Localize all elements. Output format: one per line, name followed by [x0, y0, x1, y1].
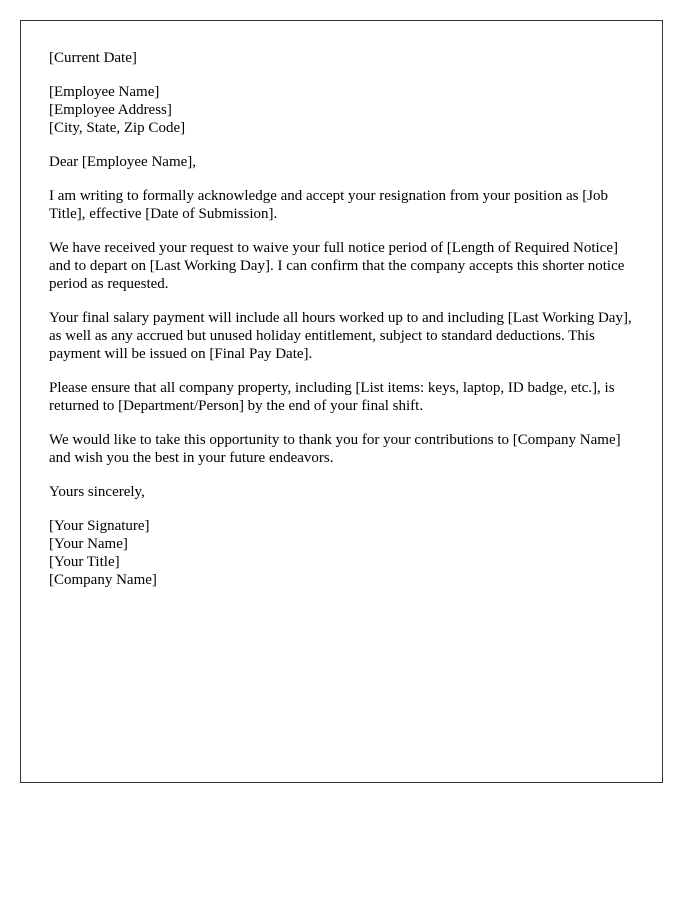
sender-name: [Your Name]	[49, 536, 128, 552]
closing: Yours sincerely,	[49, 484, 145, 500]
recipient-city: [City, State, Zip Code]	[49, 120, 186, 136]
signature: [Your Signature]	[49, 518, 150, 534]
recipient-block	[49, 83, 634, 137]
signature-block	[49, 517, 634, 589]
sender-company: [Company Name]	[49, 572, 157, 588]
salutation: Dear [Employee Name],	[49, 154, 197, 170]
body-paragraph-notice: We have received your request to waive your full notice period of [Length of Required Notice] and to depart on [Last Working Day]. I can confirm that the company accepts this shorter notice period as requested.	[49, 240, 625, 292]
letter-document	[20, 20, 663, 783]
body-paragraph-property: Please ensure that all company property, including [List items: keys, laptop, ID badge, etc.], is returned to [Department/Person] by the end of your final shift.	[49, 380, 615, 414]
body-paragraph-acceptance: I am writing to formally acknowledge and accept your resignation from your position as [Job Title], effective [Date of Submission].	[49, 188, 609, 222]
letter-date: [Current Date]	[49, 50, 137, 66]
body-paragraph-thanks: We would like to take this opportunity to thank you for your contributions to [Company Name] and wish you the best in your future endeavors.	[49, 432, 621, 466]
recipient-address: [Employee Address]	[49, 102, 172, 118]
sender-title: [Your Title]	[49, 554, 120, 570]
recipient-name: [Employee Name]	[49, 84, 160, 100]
body-paragraph-salary: Your final salary payment will include all hours worked up to and including [Last Working Day], as well as any accrued but unused holiday entitlement, subject to standard deductions. This payment will be issued on [Final Pay Date].	[49, 310, 632, 362]
